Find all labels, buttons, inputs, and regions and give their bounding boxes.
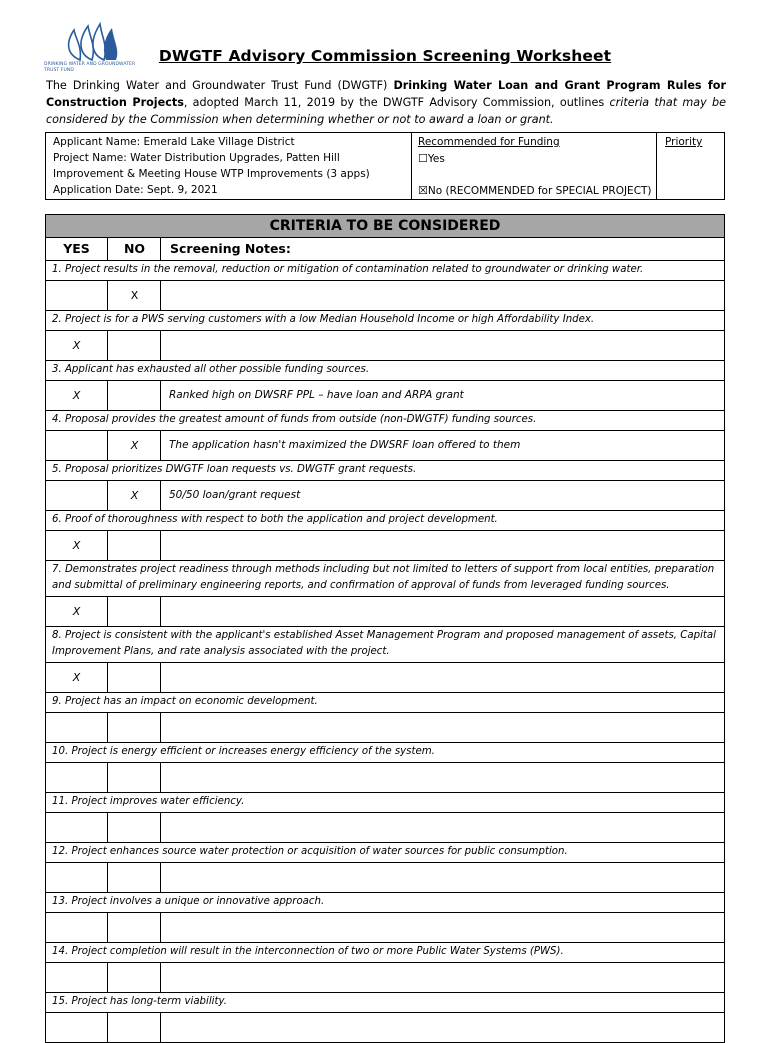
- criterion-question: 2. Project is for a PWS serving customers with a low Median Household Income or high Affordability Index.: [46, 311, 724, 331]
- criterion-question: 5. Proposal prioritizes DWGTF loan requests vs. DWGTF grant requests.: [46, 461, 724, 481]
- criterion-answer-row: [46, 963, 724, 993]
- yes-cell[interactable]: [46, 863, 107, 892]
- no-cell[interactable]: X: [107, 281, 161, 310]
- no-cell[interactable]: [107, 863, 161, 892]
- criterion-question: 6. Proof of thoroughness with respect to both the application and project development.: [46, 511, 724, 531]
- recommendation-column: [411, 133, 657, 199]
- yes-checkbox-icon[interactable]: ☐: [418, 152, 428, 165]
- no-cell[interactable]: [107, 913, 161, 942]
- yes-cell[interactable]: [46, 481, 107, 510]
- intro-rules-title: Drinking Water Loan and Grant Program Rules for Construction Projects: [46, 79, 727, 109]
- criterion-answer-row: [46, 1013, 724, 1042]
- criteria-column-headers: [46, 238, 724, 261]
- criterion-question: 10. Project is energy efficient or increases energy efficiency of the system.: [46, 743, 724, 763]
- screening-notes-cell[interactable]: [160, 763, 724, 792]
- priority-column: [656, 133, 726, 199]
- screening-notes-cell[interactable]: [160, 1013, 724, 1042]
- criterion-answer-row: [46, 813, 724, 843]
- priority-label: Priority: [665, 136, 703, 148]
- applicant-name: Applicant Name: Emerald Lake Village District: [53, 136, 295, 148]
- criterion-question: 8. Project is consistent with the applicant's established Asset Management Program and proposed management of assets, Capital Improvement Plans, and rate analysis associated with the project.: [46, 627, 724, 663]
- no-column-header: NO: [107, 238, 161, 260]
- yes-cell[interactable]: [46, 431, 107, 460]
- application-date: Application Date: Sept. 9, 2021: [53, 184, 218, 196]
- criterion-answer-row: [46, 713, 724, 743]
- no-cell[interactable]: [107, 963, 161, 992]
- no-cell[interactable]: [107, 713, 161, 742]
- criterion-question: 15. Project has long-term viability.: [46, 993, 724, 1013]
- criterion-question: 7. Demonstrates project readiness through methods including but not limited to letters of support from local entities, preparation and submittal of preliminary engineering reports, and confirmation of approval of funds from leveraged funding sources.: [46, 561, 724, 597]
- yes-cell[interactable]: X: [72, 389, 81, 402]
- criterion-question: 1. Project results in the removal, reduction or mitigation of contamination related to groundwater or drinking water.: [46, 261, 724, 281]
- criterion-answer-row: [46, 663, 724, 693]
- no-option[interactable]: [418, 184, 652, 197]
- applicant-box: [45, 132, 725, 200]
- intro-paragraph: [46, 77, 726, 128]
- screening-notes-cell[interactable]: [160, 597, 724, 626]
- intro-text-2: , adopted March 11, 2019 by the DWGTF Advisory Commission, outlines: [183, 96, 610, 109]
- yes-column-header: YES: [63, 241, 90, 256]
- project-name-line1: Project Name: Water Distribution Upgrades, Patten Hill: [53, 152, 340, 164]
- yes-cell[interactable]: [46, 713, 107, 742]
- no-cell[interactable]: [107, 531, 161, 560]
- criterion-answer-row: [46, 381, 724, 411]
- yes-cell[interactable]: [46, 913, 107, 942]
- intro-text-1: The Drinking Water and Groundwater Trust Fund (DWGTF): [46, 79, 394, 92]
- yes-cell[interactable]: X: [72, 339, 81, 352]
- no-cell[interactable]: X: [107, 431, 161, 460]
- screening-notes-cell[interactable]: [160, 913, 724, 942]
- project-name-line2: Improvement & Meeting House WTP Improvements (3 apps): [53, 168, 370, 180]
- criterion-answer-row: [46, 331, 724, 361]
- no-cell[interactable]: [107, 1013, 161, 1042]
- no-cell[interactable]: [107, 381, 161, 410]
- criterion-question: 4. Proposal provides the greatest amount of funds from outside (non-DWGTF) funding sources.: [46, 411, 724, 431]
- screening-notes-cell[interactable]: [160, 713, 724, 742]
- criterion-answer-row: [46, 481, 724, 511]
- screening-notes-cell[interactable]: 50/50 loan/grant request: [160, 481, 724, 510]
- criterion-answer-row: [46, 597, 724, 627]
- yes-cell[interactable]: X: [72, 605, 81, 618]
- yes-label: Yes: [427, 153, 445, 165]
- criterion-answer-row: [46, 913, 724, 943]
- screening-notes-cell[interactable]: The application hasn't maximized the DWSRF loan offered to them: [160, 431, 724, 460]
- criterion-question: 9. Project has an impact on economic development.: [46, 693, 724, 713]
- criterion-answer-row: [46, 431, 724, 461]
- yes-cell[interactable]: X: [72, 671, 81, 684]
- no-label: No (RECOMMENDED for SPECIAL PROJECT): [427, 185, 652, 197]
- intro-criteria-text: criteria that may be considered by the Commission when determining whether or not to award a loan or grant.: [46, 96, 726, 126]
- screening-notes-cell[interactable]: [160, 863, 724, 892]
- no-checkbox-icon[interactable]: ☒: [418, 184, 428, 197]
- yes-cell[interactable]: [46, 763, 107, 792]
- no-cell[interactable]: [107, 763, 161, 792]
- page-title: DWGTF Advisory Commission Screening Worksheet: [158, 47, 612, 65]
- criterion-question: 11. Project improves water efficiency.: [46, 793, 724, 813]
- criteria-table: [45, 214, 725, 1043]
- applicant-info: [46, 133, 411, 199]
- criterion-question: 14. Project completion will result in the interconnection of two or more Public Water Systems (PWS).: [46, 943, 724, 963]
- no-cell[interactable]: [107, 331, 161, 360]
- no-cell[interactable]: [107, 597, 161, 626]
- criterion-answer-row: [46, 763, 724, 793]
- criterion-answer-row: [46, 863, 724, 893]
- screening-notes-cell[interactable]: Ranked high on DWSRF PPL – have loan and ARPA grant: [160, 381, 724, 410]
- yes-cell[interactable]: [46, 813, 107, 842]
- screening-notes-cell[interactable]: [160, 813, 724, 842]
- screening-notes-cell[interactable]: [160, 663, 724, 692]
- recommended-label: Recommended for Funding: [418, 136, 560, 148]
- no-cell[interactable]: [107, 663, 161, 692]
- criteria-heading: CRITERIA TO BE CONSIDERED: [46, 215, 724, 238]
- logo-text: DRINKING WATER AND GROUNDWATER TRUST FUND: [44, 62, 136, 73]
- criterion-answer-row: [46, 531, 724, 561]
- screening-notes-cell[interactable]: [160, 531, 724, 560]
- criterion-question: 12. Project enhances source water protection or acquisition of water sources for public consumption.: [46, 843, 724, 863]
- yes-cell[interactable]: [46, 281, 107, 310]
- screening-notes-cell[interactable]: [160, 281, 724, 310]
- screening-notes-cell[interactable]: [160, 331, 724, 360]
- criterion-answer-row: [46, 281, 724, 311]
- yes-option[interactable]: [418, 152, 445, 165]
- criterion-question: 3. Applicant has exhausted all other possible funding sources.: [46, 361, 724, 381]
- screening-notes-cell[interactable]: [160, 963, 724, 992]
- yes-cell[interactable]: X: [72, 539, 81, 552]
- criterion-question: 13. Project involves a unique or innovative approach.: [46, 893, 724, 913]
- yes-cell[interactable]: [46, 1013, 107, 1042]
- notes-column-header: Screening Notes:: [160, 238, 724, 260]
- criteria-rows: [46, 261, 724, 1042]
- yes-cell[interactable]: [46, 963, 107, 992]
- no-cell[interactable]: [107, 813, 161, 842]
- no-cell[interactable]: X: [107, 481, 161, 510]
